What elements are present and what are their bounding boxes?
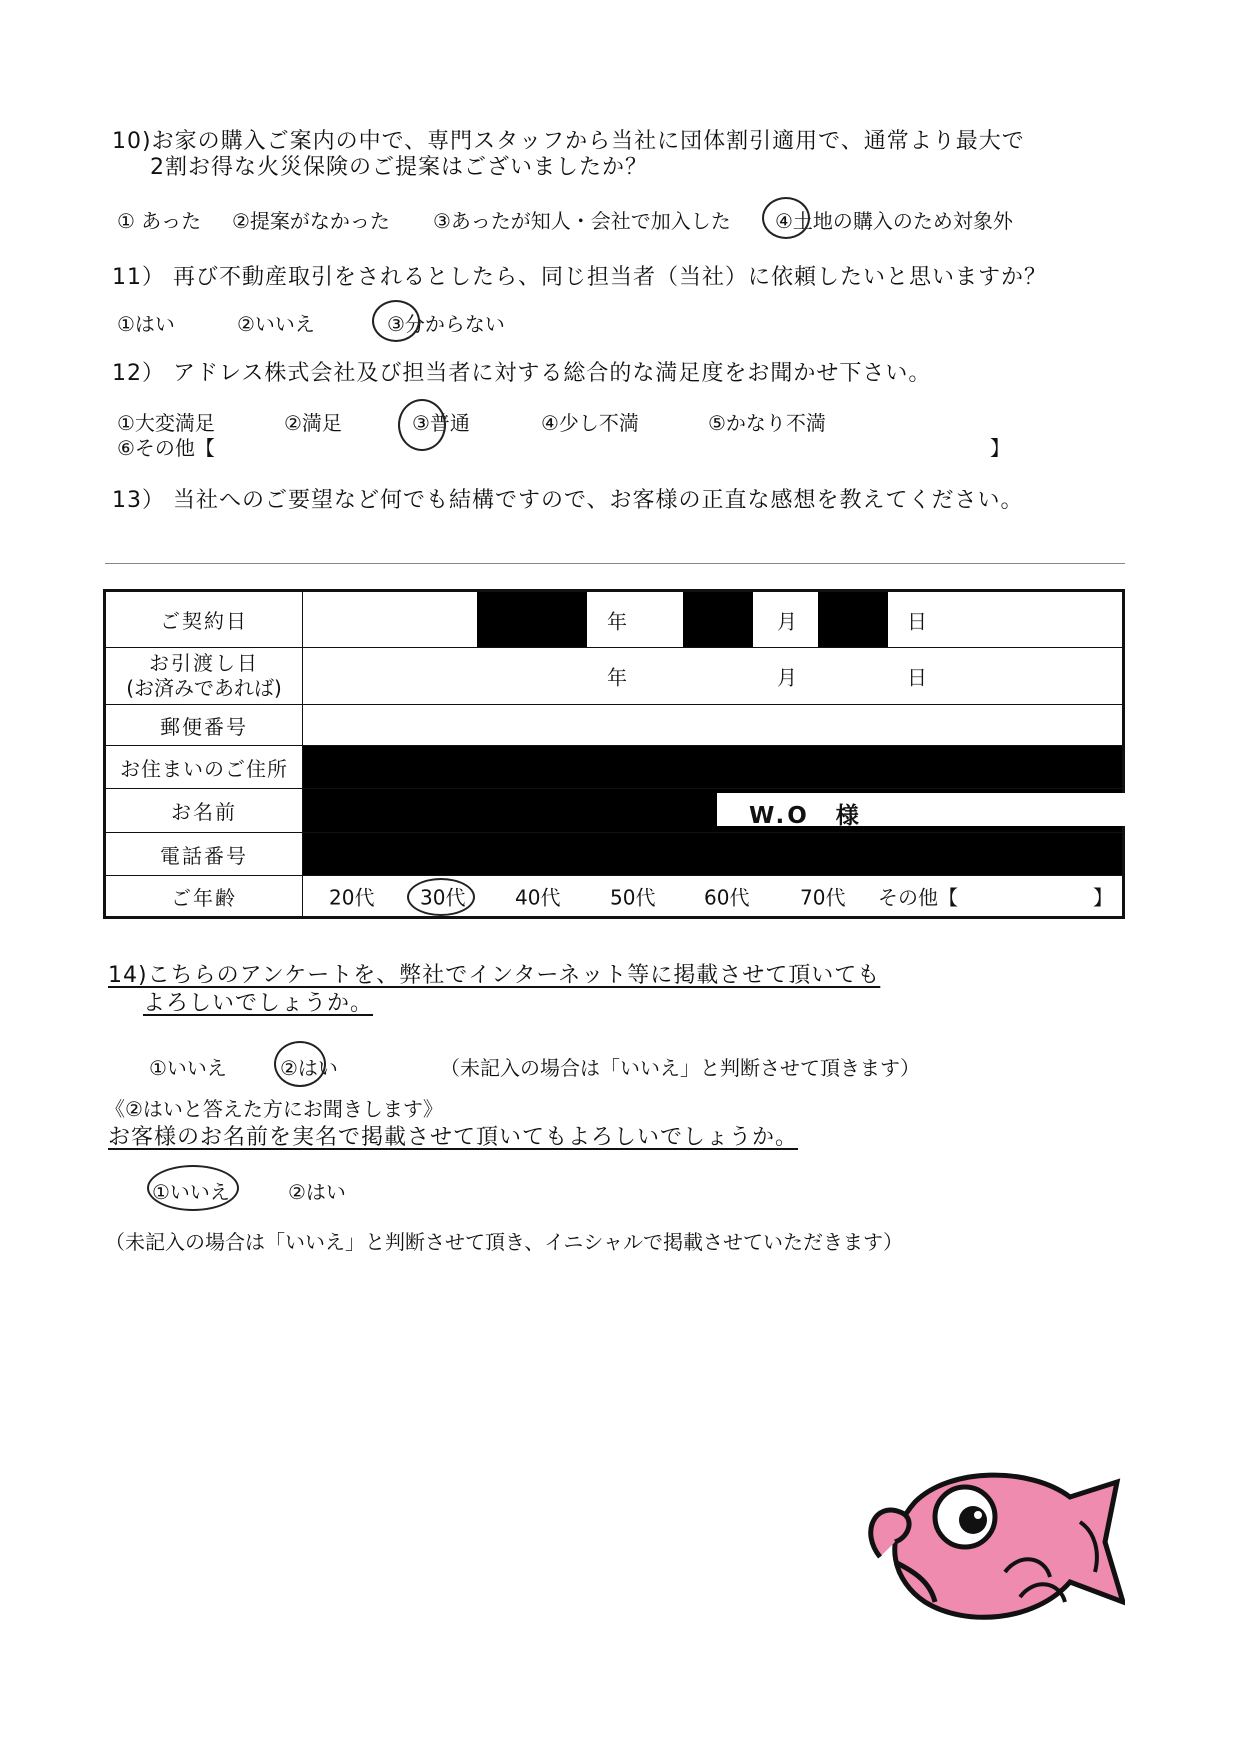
q14-sub-option-yes[interactable]: ②はい <box>288 1180 346 1204</box>
year-label: 年 <box>607 609 627 633</box>
q13-question: 13） 当社へのご要望など何でも結構ですので、お客様の正直な感想を教えてください。 <box>112 488 1024 513</box>
age-option-other-close: 】 <box>1093 885 1113 910</box>
fish-mascot-icon <box>855 1462 1125 1632</box>
day-label: 日 <box>907 665 927 690</box>
address-label: お住まいのご住所 <box>105 746 303 789</box>
age-option-60s[interactable]: 60代 <box>704 885 750 910</box>
redaction-block <box>477 592 587 647</box>
q11-question: 11） 再び不動産取引をされるとしたら、同じ担当者（当社）に依頼したいと思いますか？ <box>112 265 1047 290</box>
age-answer-circle <box>407 878 475 916</box>
q14-sub-question: お客様のお名前を実名で掲載させて頂いてもよろしいでしょうか。 <box>108 1125 799 1150</box>
q11-option-1[interactable]: ①はい <box>117 312 175 336</box>
q10-line2: 2割お得な火災保険のご提案はございましたか？ <box>150 155 648 180</box>
q12-option-5[interactable]: ⑤かなり不満 <box>708 411 826 435</box>
handover-date-cell[interactable] <box>303 648 1124 705</box>
q10-option-2[interactable]: ②提案がなかった <box>232 209 390 233</box>
q11-answer-circle <box>372 300 420 342</box>
handover-date-label <box>105 648 303 705</box>
month-label: 月 <box>777 665 797 690</box>
q14-option-yes[interactable]: ②はい <box>280 1056 338 1080</box>
contract-date-cell[interactable] <box>303 591 1124 648</box>
q14-note: （未記入の場合は「いいえ」と判断させて頂きます） <box>440 1056 920 1080</box>
day-label: 日 <box>907 609 927 633</box>
q12-answer-circle <box>398 399 446 451</box>
q12-option-1[interactable]: ①大変満足 <box>117 411 215 435</box>
q10-line1: 10)お家の購入ご案内の中で、専門スタッフから当社に団体割引適用で、通常より最大で <box>112 129 1025 154</box>
name-value-box <box>717 793 1128 829</box>
year-label: 年 <box>607 665 627 690</box>
age-option-other[interactable]: その他【 <box>878 885 958 910</box>
redaction-block <box>683 592 753 647</box>
name-value: W.O 様 <box>749 803 862 829</box>
q11-option-2[interactable]: ②いいえ <box>237 312 315 336</box>
q14-sub-answer-circle <box>147 1165 239 1211</box>
age-cell <box>303 876 1124 918</box>
phone-cell[interactable] <box>303 833 1124 876</box>
age-option-20s[interactable]: 20代 <box>329 885 375 910</box>
address-cell[interactable] <box>303 746 1124 789</box>
postal-code-cell[interactable] <box>303 705 1124 746</box>
customer-info-table <box>103 589 1125 919</box>
age-option-40s[interactable]: 40代 <box>515 885 561 910</box>
q12-option-other[interactable]: ⑥その他【 <box>117 436 215 460</box>
handover-date-label-note: (お済みであれば) <box>126 676 282 700</box>
age-option-70s[interactable]: 70代 <box>800 885 846 910</box>
q12-option-3[interactable]: ③普通 <box>412 411 470 435</box>
age-option-50s[interactable]: 50代 <box>610 885 656 910</box>
q12-option-2[interactable]: ②満足 <box>284 411 342 435</box>
q14-option-no[interactable]: ①いいえ <box>149 1056 227 1080</box>
name-label: お名前 <box>105 789 303 833</box>
q12-option-4[interactable]: ④少し不満 <box>541 411 639 435</box>
q14-line1: 14)こちらのアンケートを、弊社でインターネット等に掲載させて頂いても <box>108 963 881 988</box>
q14-line2: よろしいでしょうか。 <box>143 991 374 1016</box>
q12-option-other-close: 】 <box>990 436 1010 460</box>
q10-option-1[interactable]: ① あった <box>117 209 202 233</box>
name-cell[interactable] <box>303 789 1124 833</box>
q10-answer-circle <box>762 197 810 239</box>
redaction-block <box>818 592 888 647</box>
postal-code-label: 郵便番号 <box>105 705 303 746</box>
q14-sub-heading: 《②はいと答えた方にお聞きします》 <box>105 1097 443 1121</box>
q10-option-4[interactable]: ④土地の購入のため対象外 <box>775 209 1013 233</box>
q10-option-3[interactable]: ③あったが知人・会社で加入した <box>433 209 731 233</box>
age-label: ご年齢 <box>105 876 303 918</box>
phone-label: 電話番号 <box>105 833 303 876</box>
contract-date-label: ご契約日 <box>105 591 303 648</box>
q11-option-3[interactable]: ③分からない <box>387 312 505 336</box>
handover-date-label-main: お引渡し日 <box>149 651 259 675</box>
q14-sub-option-no[interactable]: ①いいえ <box>152 1180 230 1204</box>
q12-question: 12） アドレス株式会社及び担当者に対する総合的な満足度をお聞かせ下さい。 <box>112 361 932 386</box>
q14-sub-note: （未記入の場合は「いいえ」と判断させて頂き、イニシャルで掲載させていただきます） <box>105 1230 903 1254</box>
month-label: 月 <box>777 609 797 633</box>
q14-answer-circle <box>274 1041 326 1087</box>
section-divider <box>105 563 1125 564</box>
age-option-30s[interactable]: 30代 <box>420 885 466 910</box>
